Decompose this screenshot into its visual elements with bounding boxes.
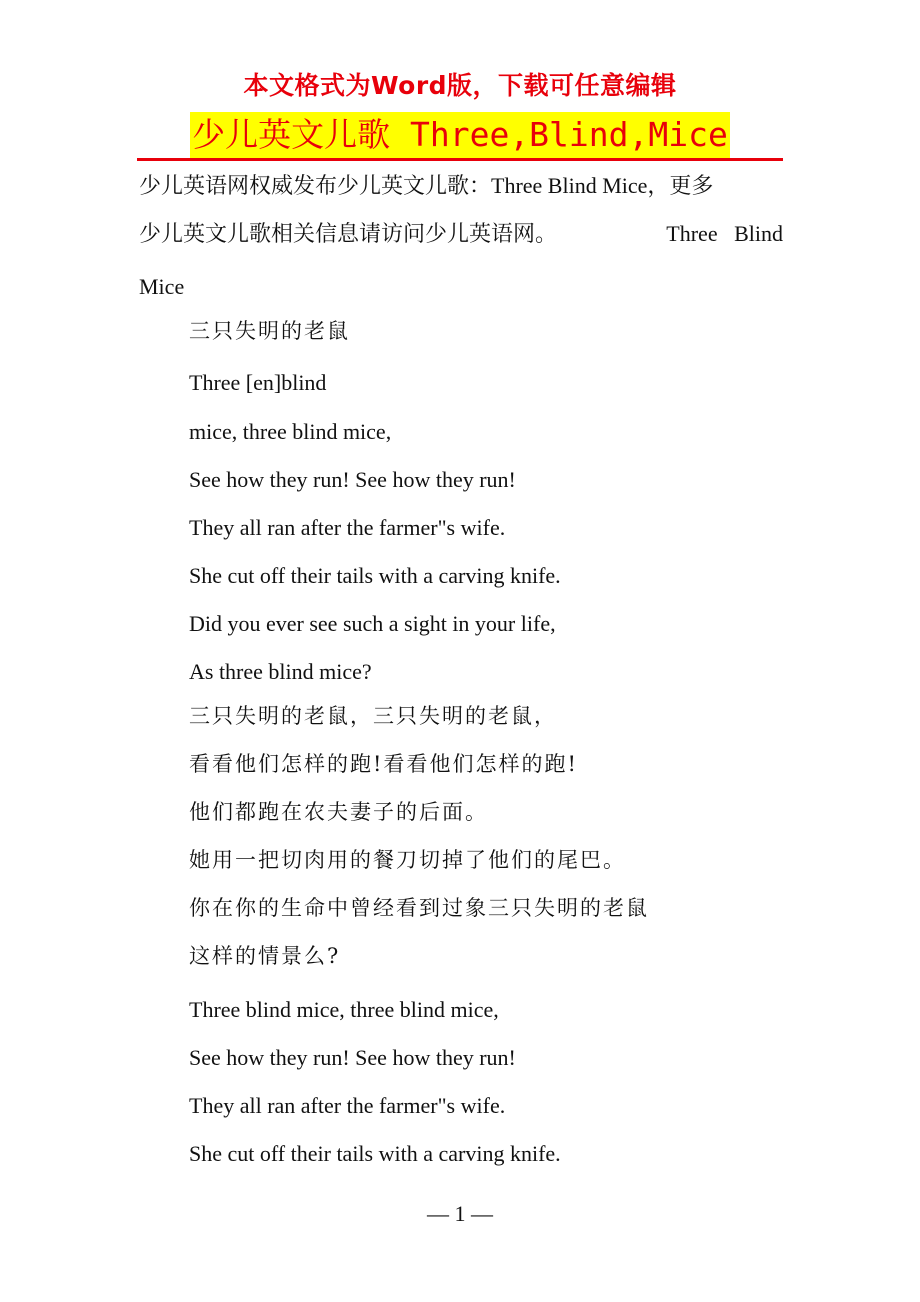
page-number: — 1 — (427, 1201, 493, 1226)
lyric-line: Three [en]blind (189, 370, 327, 395)
lyric-line: mice, three blind mice, (189, 419, 392, 444)
translation-line: 他们都跑在农夫妻子的后面。 (189, 800, 488, 824)
document-title: 少儿英文儿歌 Three,Blind,Mice (190, 112, 730, 158)
intro-line-2 (139, 220, 783, 248)
lyric-line: Three blind mice, three blind mice, (189, 997, 499, 1022)
translation-line: 你在你的生命中曾经看到过象三只失明的老鼠 (189, 896, 649, 920)
intro-line-2-left: 少儿英文儿歌相关信息请访问少儿英语网。 (139, 221, 558, 246)
translation-line: 三只失明的老鼠，三只失明的老鼠， (189, 704, 557, 728)
lyric-line: Did you ever see such a sight in your life, (189, 611, 556, 636)
lyric-line: She cut off their tails with a carving knife. (189, 1141, 561, 1166)
intro-line-1: 少儿英语网权威发布少儿英文儿歌：Three Blind Mice，更多 (139, 173, 714, 198)
lyric-line: As three blind mice? (189, 659, 372, 684)
format-banner: 本文格式为Word版，下载可任意编辑 (243, 71, 677, 100)
intro-line-2-right: Three Blind (666, 221, 783, 246)
translation-line: 她用一把切肉用的餐刀切掉了他们的尾巴。 (189, 848, 626, 872)
intro-line-3: Mice (139, 274, 185, 299)
title-container (0, 112, 920, 158)
translation-line: 看看他们怎样的跑!看看他们怎样的跑! (189, 752, 578, 776)
lyric-line: She cut off their tails with a carving knife. (189, 563, 561, 588)
lyric-line: See how they run! See how they run! (189, 467, 516, 492)
lyric-line: They all ran after the farmer"s wife. (189, 1093, 506, 1118)
chinese-title-line: 三只失明的老鼠 (189, 319, 350, 343)
title-underline (137, 158, 783, 161)
lyric-line: They all ran after the farmer"s wife. (189, 515, 506, 540)
translation-line: 这样的情景么? (189, 944, 341, 968)
lyric-line: See how they run! See how they run! (189, 1045, 516, 1070)
